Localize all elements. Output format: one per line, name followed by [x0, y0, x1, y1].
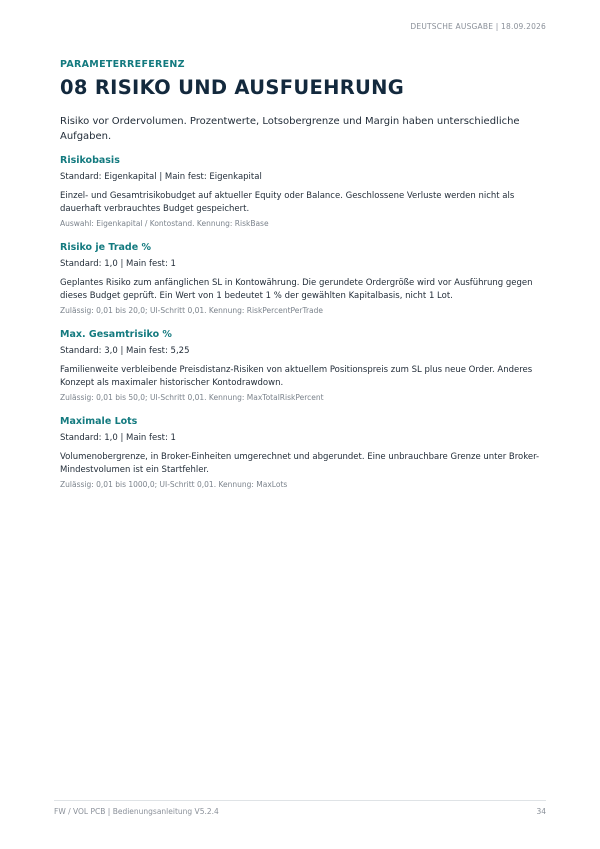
edition-date-header: DEUTSCHE AUSGABE | 18.09.2026: [410, 22, 546, 31]
param-defaults: Standard: 3,0 | Main fest: 5,25: [60, 346, 190, 356]
param-description: Familienweite verbleibende Preisdistanz-Risiken von aktuellem Positionspreis zum SL plus neue Order. Anderes Konzept als maximaler historischer Kontodrawdown.: [60, 365, 533, 388]
param-defaults: Standard: Eigenkapital | Main fest: Eigenkapital: [60, 172, 262, 182]
param-meta: Zulässig: 0,01 bis 50,0; UI-Schritt 0,01. Kennung: MaxTotalRiskPercent: [60, 393, 324, 402]
param-defaults: Standard: 1,0 | Main fest: 1: [60, 259, 176, 269]
param-description: Geplantes Risiko zum anfänglichen SL in Kontowährung. Die gerundete Ordergröße wird vor Ausführung gegen dieses Budget geprüft. Ein Wert von 1 bedeutet 1 % der gewählten Kapitalbasis, nicht 1 Lot.: [60, 278, 533, 301]
param-max-total-risk: [60, 329, 545, 403]
param-meta: Zulässig: 0,01 bis 20,0; UI-Schritt 0,01. Kennung: RiskPercentPerTrade: [60, 306, 324, 315]
param-defaults: Standard: 1,0 | Main fest: 1: [60, 433, 176, 443]
param-meta: Zulässig: 0,01 bis 1000,0; UI-Schritt 0,01. Kennung: MaxLots: [60, 480, 288, 489]
param-name: Risikobasis: [60, 155, 120, 166]
param-name: Max. Gesamtrisiko %: [60, 329, 172, 340]
param-name: Maximale Lots: [60, 416, 138, 427]
section-kicker: PARAMETERREFERENZ: [60, 59, 185, 70]
param-max-lots: [60, 416, 545, 490]
param-description: Volumenobergrenze, in Broker-Einheiten umgerechnet und abgerundet. Eine unbrauchbare Grenze unter Broker-Mindestvolumen ist ein Startfehler.: [60, 452, 540, 475]
footer-divider: [54, 800, 546, 801]
param-name: Risiko je Trade %: [60, 242, 151, 253]
page-number: 34: [536, 807, 546, 816]
param-risk-per-trade: [60, 242, 545, 316]
param-meta: Auswahl: Eigenkapital / Kontostand. Kennung: RiskBase: [60, 219, 269, 228]
page-title: 08 RISIKO UND AUSFUEHRUNG: [60, 76, 405, 99]
param-description: Einzel- und Gesamtrisikobudget auf aktueller Equity oder Balance. Geschlossene Verluste werden nicht als dauerhaft verbrauchtes Budget gespeichert.: [60, 191, 515, 214]
footer-document-info: FW / VOL PCB | Bedienungsanleitung V5.2.4: [54, 807, 219, 816]
param-risk-base: [60, 155, 545, 229]
intro-paragraph: Risiko vor Ordervolumen. Prozentwerte, Lotsobergrenze und Margin haben unterschiedliche Aufgaben.: [60, 116, 520, 142]
